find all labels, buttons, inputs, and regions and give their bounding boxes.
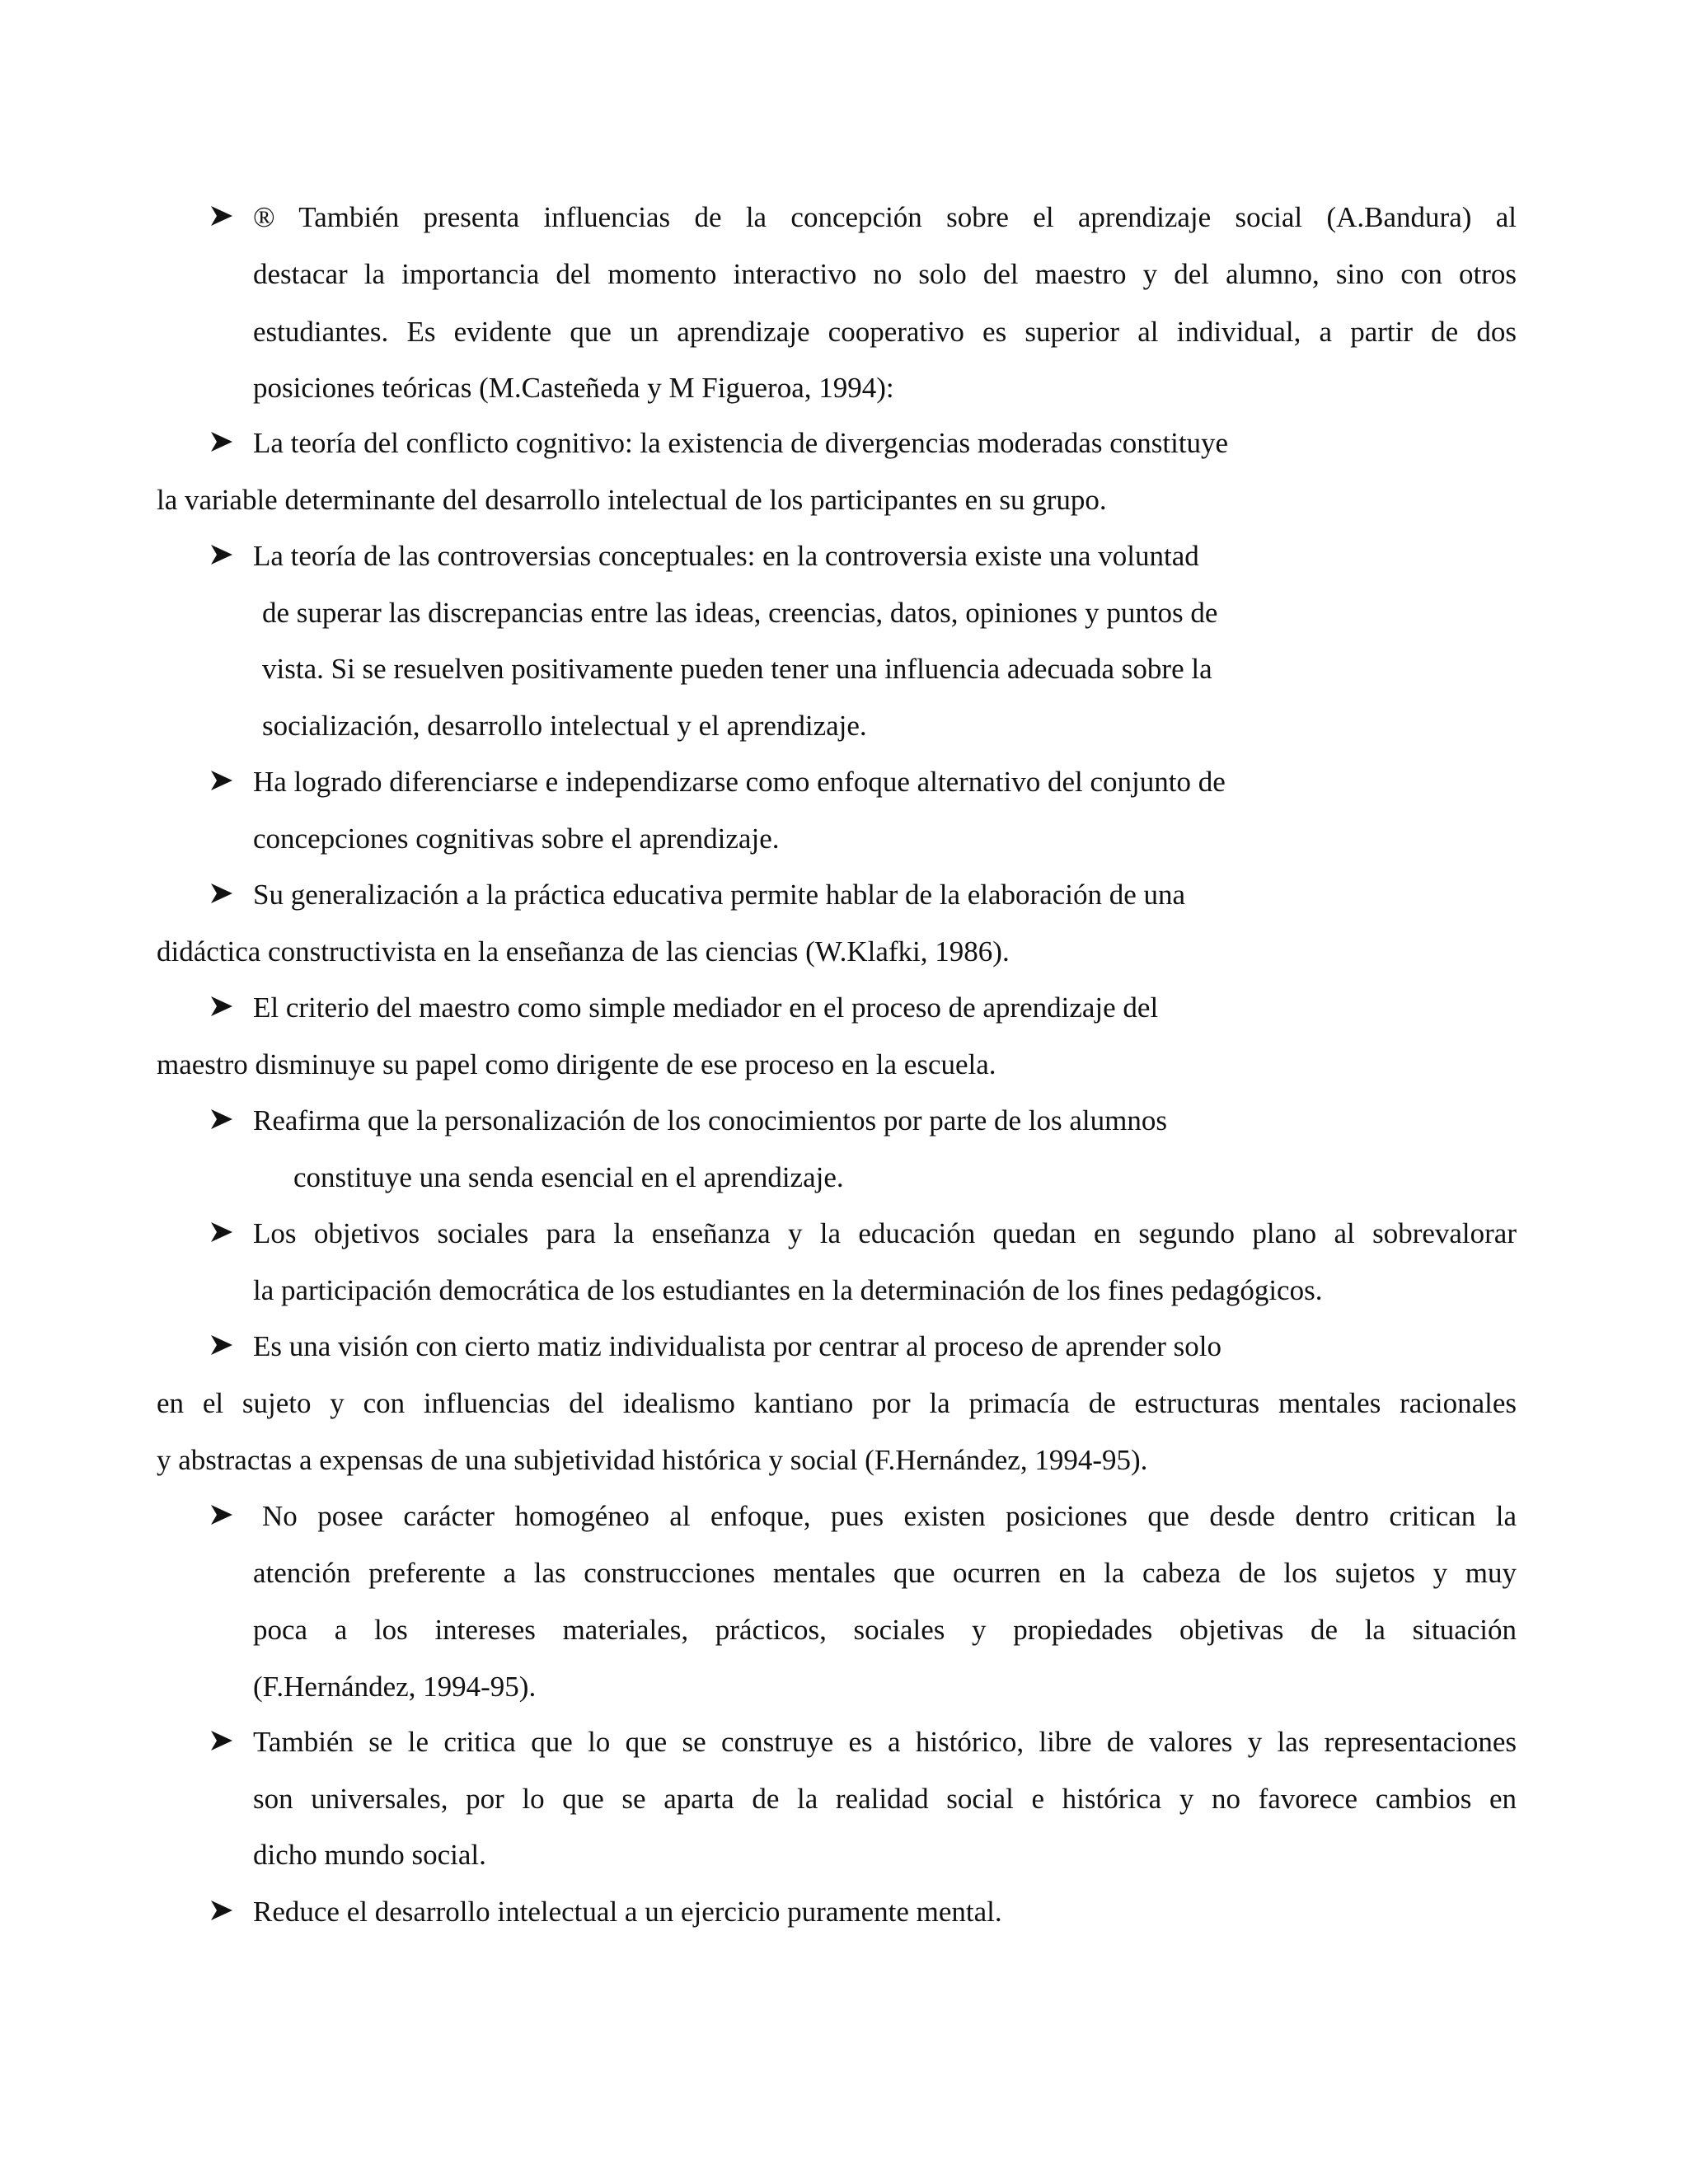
- list-item-line: El criterio del maestro como simple mediador en el proceso de aprendizaje del: [253, 991, 1159, 1024]
- list-item-line: posiciones teóricas (M.Casteñeda y M Figueroa, 1994):: [253, 372, 894, 404]
- arrowhead-bullet-icon: [209, 204, 234, 228]
- list-item-line: No posee carácter homogéneo al enfoque, pues existen posiciones que desde dentro critican la: [262, 1500, 1517, 1532]
- list-item-line: (F.Hernández, 1994-95).: [253, 1671, 537, 1703]
- list-item-line: Ha logrado diferenciarse e independizarse como enfoque alternativo del conjunto de: [253, 766, 1226, 798]
- arrowhead-bullet-icon: [209, 1502, 234, 1527]
- list-item-line: También se le critica que lo que se construye es a histórico, libre de valores y las representaciones: [253, 1726, 1517, 1758]
- list-item-line: y abstractas a expensas de una subjetividad histórica y social (F.Hernández, 1994-95).: [157, 1444, 1148, 1476]
- list-item-line: dicho mundo social.: [253, 1839, 486, 1871]
- list-item-line: socialización, desarrollo intelectual y el aprendizaje.: [262, 710, 867, 742]
- arrowhead-bullet-icon: [209, 542, 234, 567]
- list-item-line: didáctica constructivista en la enseñanza de las ciencias (W.Klafki, 1986).: [157, 935, 1010, 968]
- arrowhead-bullet-icon: [209, 1898, 234, 1923]
- list-item-line: La teoría del conflicto cognitivo: la existencia de divergencias moderadas constituye: [253, 427, 1229, 459]
- arrowhead-bullet-icon: [209, 881, 234, 906]
- arrowhead-bullet-icon: [209, 994, 234, 1019]
- list-item-line: Los objetivos sociales para la enseñanza y la educación quedan en segundo plano al sobrevalorar: [253, 1217, 1517, 1249]
- list-item-line: Es una visión con cierto matiz individualista por centrar al proceso de aprender solo: [253, 1330, 1222, 1362]
- list-item-line: Reduce el desarrollo intelectual a un ejercicio puramente mental.: [253, 1896, 1002, 1928]
- list-item-line: La teoría de las controversias conceptuales: en la controversia existe una voluntad: [253, 540, 1199, 572]
- arrowhead-bullet-icon: [209, 1220, 234, 1244]
- arrowhead-bullet-icon: [209, 1333, 234, 1357]
- list-item-line: Su generalización a la práctica educativa permite hablar de la elaboración de una: [253, 879, 1186, 911]
- list-item-line: atención preferente a las construcciones mentales que ocurren en la cabeza de los sujetos y muy: [253, 1557, 1517, 1589]
- list-item-line: poca a los intereses materiales, prácticos, sociales y propiedades objetivas de la situación: [253, 1614, 1517, 1646]
- arrowhead-bullet-icon: [209, 429, 234, 454]
- list-item-line: en el sujeto y con influencias del idealismo kantiano por la primacía de estructuras mentales racionales: [157, 1387, 1517, 1419]
- list-item-line: concepciones cognitivas sobre el aprendizaje.: [253, 823, 780, 855]
- list-item-line: de superar las discrepancias entre las ideas, creencias, datos, opiniones y puntos de: [262, 597, 1218, 629]
- arrowhead-bullet-icon: [209, 1728, 234, 1753]
- arrowhead-bullet-icon: [209, 768, 234, 793]
- list-item-line: son universales, por lo que se aparta de la realidad social e histórica y no favorece cambios en: [253, 1783, 1517, 1815]
- list-item-line: ® También presenta influencias de la concepción sobre el aprendizaje social (A.Bandura) al: [253, 201, 1517, 233]
- list-item-line: maestro disminuye su papel como dirigente de ese proceso en la escuela.: [157, 1048, 996, 1080]
- list-item-line: constituye una senda esencial en el aprendizaje.: [293, 1161, 844, 1193]
- list-item-line: estudiantes. Es evidente que un aprendizaje cooperativo es superior al individual, a partir de dos: [253, 316, 1517, 348]
- arrowhead-bullet-icon: [209, 1107, 234, 1132]
- list-item-line: la participación democrática de los estudiantes en la determinación de los fines pedagógicos.: [253, 1274, 1323, 1306]
- list-item-line: destacar la importancia del momento interactivo no solo del maestro y del alumno, sino con otros: [253, 258, 1517, 290]
- list-item-line: Reafirma que la personalización de los conocimientos por parte de los alumnos: [253, 1104, 1167, 1137]
- list-item-line: vista. Si se resuelven positivamente pueden tener una influencia adecuada sobre la: [262, 653, 1212, 685]
- list-item-line: la variable determinante del desarrollo intelectual de los participantes en su grupo.: [157, 484, 1107, 516]
